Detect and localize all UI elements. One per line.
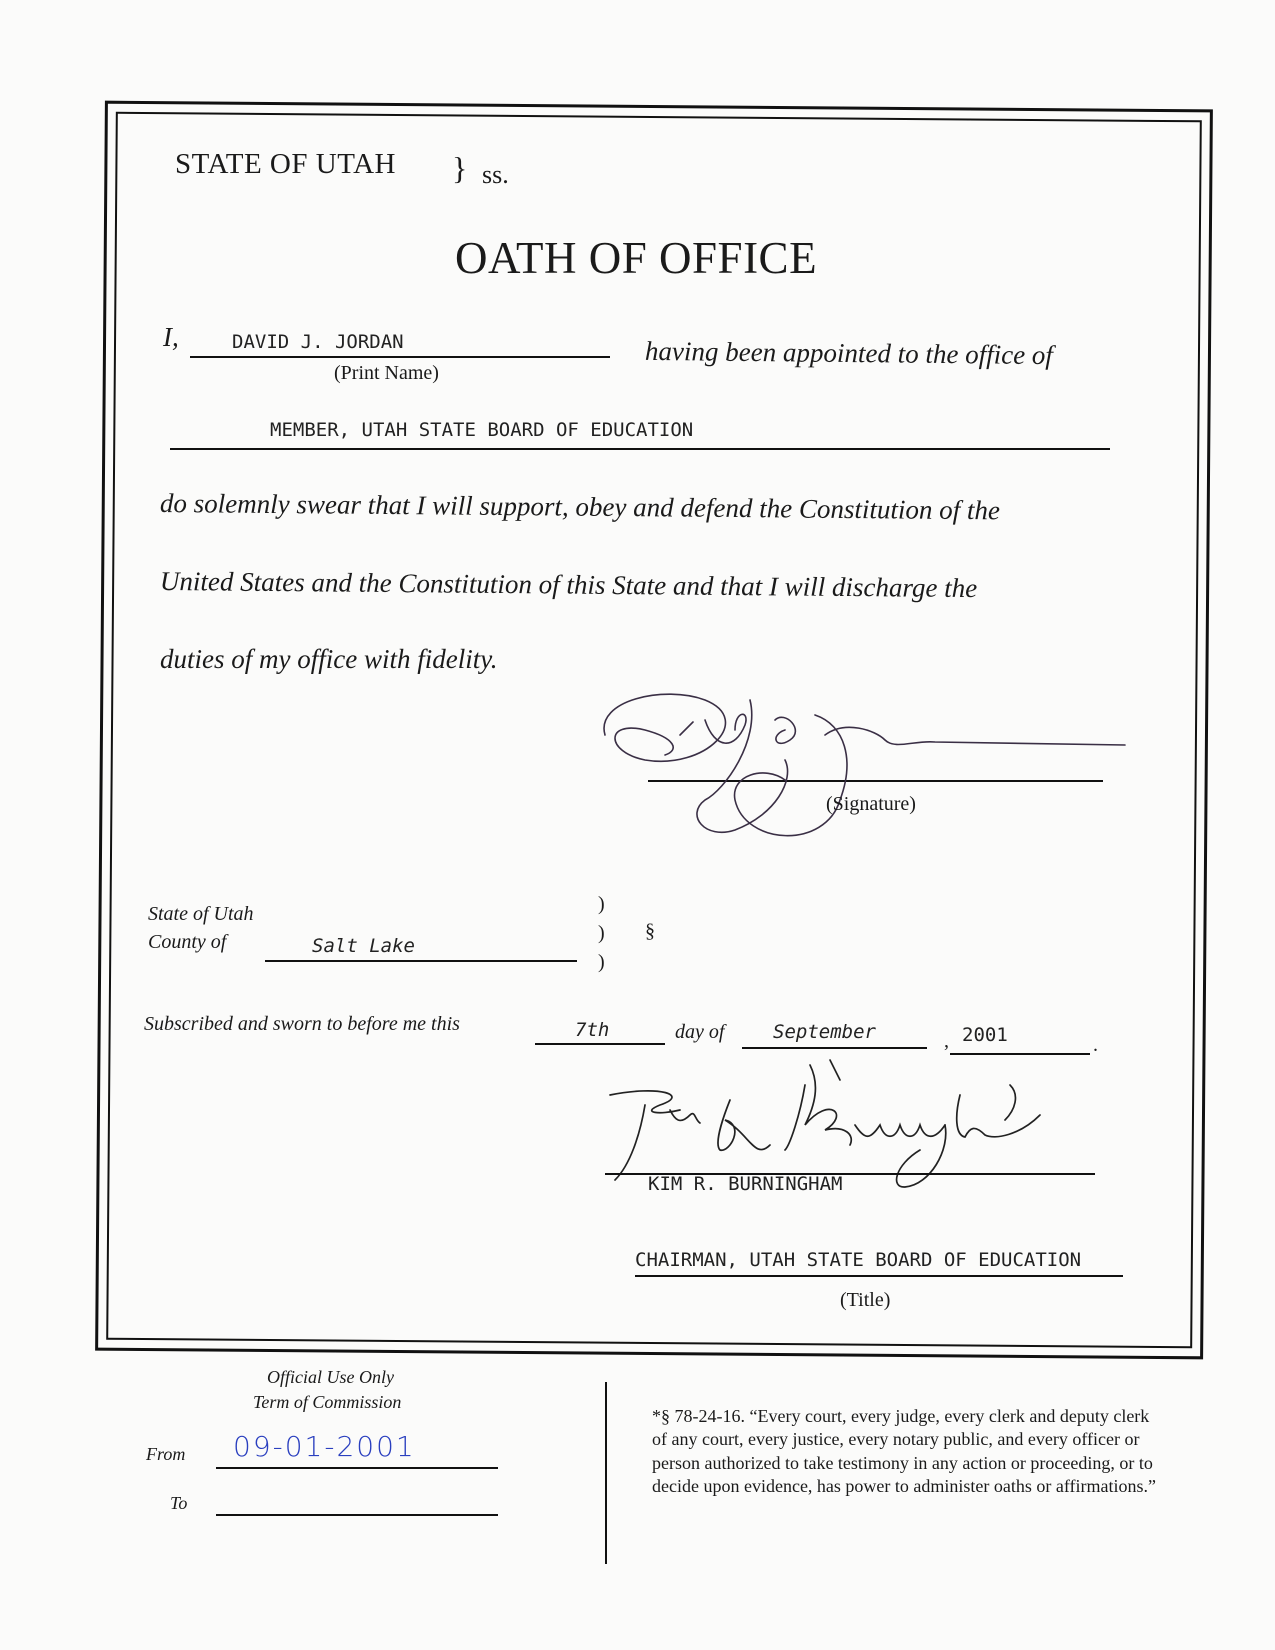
printed-name-value[interactable]: DAVID J. JORDAN [232, 331, 404, 353]
oath-line-3: duties of my office with fidelity. [160, 644, 498, 674]
statute-footnote: *§ 78-24-16. “Every court, every judge, every clerk and deputy clerk of any court, every justice, every notary public, and every officer or person authorized to take testimony in any action or proceeding, or to decide upon evidence, has power to administer oaths or affirmations.” [652, 1406, 1157, 1497]
oath-line-2: United States and the Constitution of this State and that I will discharge the [159, 566, 978, 604]
title-label: (Title) [840, 1289, 891, 1311]
from-line [216, 1467, 498, 1469]
section-symbol: § [645, 920, 655, 942]
to-label: To [170, 1493, 188, 1513]
venue-paren-3: ) [598, 951, 605, 973]
officer-title-line [635, 1275, 1123, 1277]
appointed-text: having been appointed to the office of [644, 335, 1054, 371]
month-line [742, 1047, 927, 1049]
i-label: I, [163, 322, 179, 352]
year-value[interactable]: 2001 [962, 1024, 1008, 1046]
officer-name-value[interactable]: KIM R. BURNINGHAM [648, 1173, 843, 1195]
state-heading: STATE OF UTAH [175, 148, 396, 180]
office-line [170, 448, 1110, 450]
office-value[interactable]: MEMBER, UTAH STATE BOARD OF EDUCATION [270, 419, 694, 441]
footer-divider [605, 1382, 607, 1564]
comma: , [944, 1030, 949, 1052]
venue-state-label: State of Utah [148, 903, 254, 925]
sworn-prefix: Subscribed and sworn to before me this [144, 1013, 460, 1035]
county-line [265, 960, 577, 962]
brace: } [452, 150, 468, 186]
term-of-commission-heading: Term of Commission [253, 1392, 402, 1412]
day-value[interactable]: 7th [575, 1019, 610, 1041]
period: . [1093, 1034, 1098, 1056]
oath-line-1: do solemnly swear that I will support, obey and defend the Constitution of the [159, 488, 1001, 526]
from-label: From [146, 1444, 186, 1464]
day-line [535, 1043, 665, 1045]
county-value[interactable]: Salt Lake [312, 935, 415, 957]
to-line [216, 1514, 498, 1516]
day-of-label: day of [675, 1021, 725, 1043]
name-line [190, 356, 610, 358]
venue-paren-1: ) [598, 893, 605, 915]
venue-paren-2: ) [598, 922, 605, 944]
document-title: OATH OF OFFICE [455, 233, 818, 283]
month-value[interactable]: September [773, 1021, 876, 1043]
signature-label: (Signature) [826, 793, 916, 815]
officer-title-value[interactable]: CHAIRMAN, UTAH STATE BOARD OF EDUCATION [635, 1249, 1082, 1271]
signature-drawing [585, 680, 1145, 855]
from-value[interactable]: 09-01-2001 [233, 1430, 416, 1463]
print-name-label: (Print Name) [334, 362, 439, 384]
ss-label: ss. [482, 160, 509, 189]
official-use-heading: Official Use Only [267, 1367, 394, 1387]
county-label: County of [148, 931, 227, 953]
